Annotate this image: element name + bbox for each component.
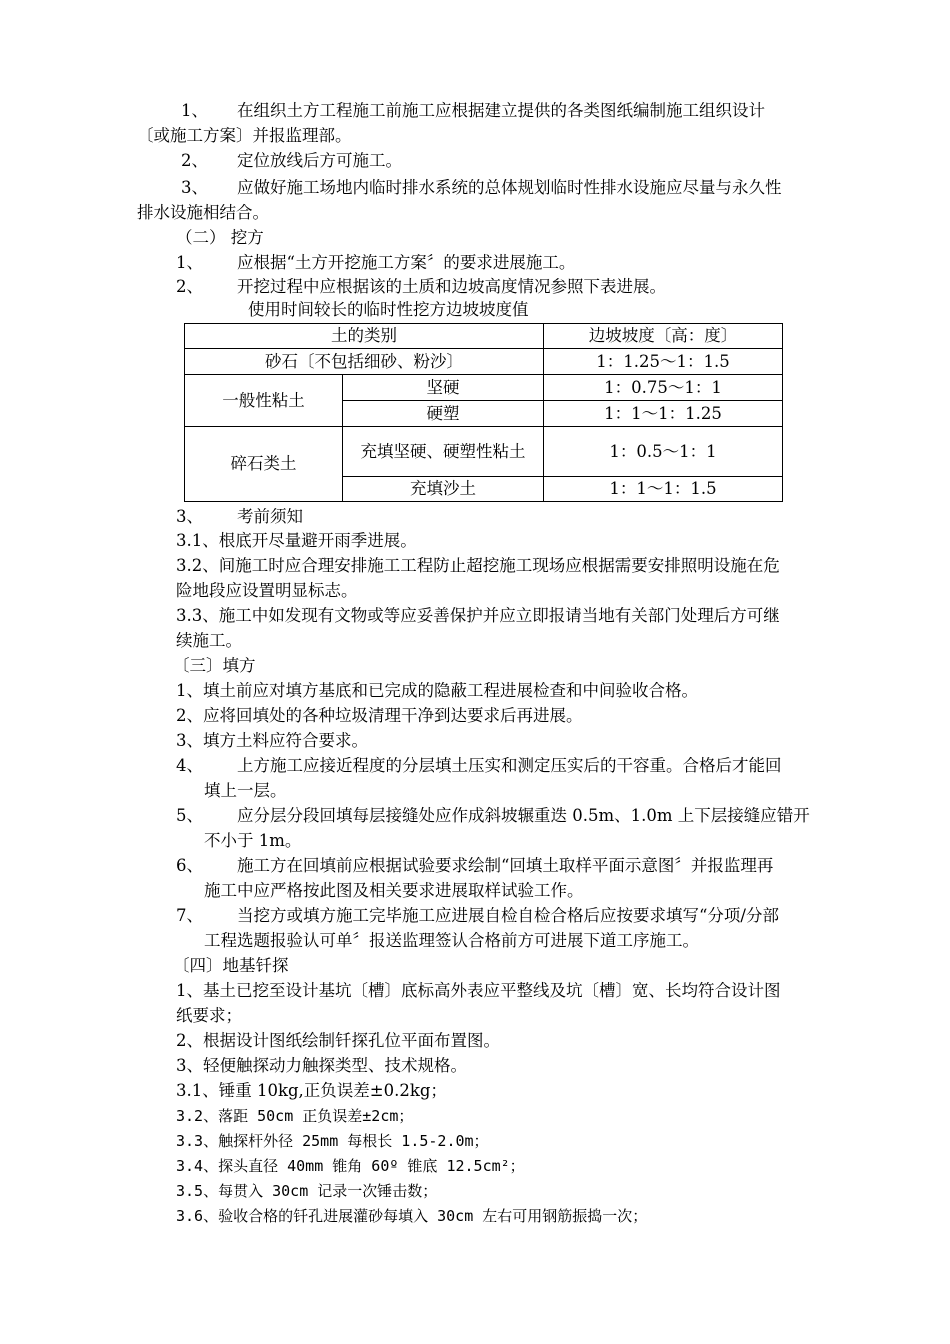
- cell-gravel-fill-sand-slope: 1：1～1：1.5: [544, 477, 783, 502]
- section-2-heading: （二） 挖方: [176, 228, 264, 247]
- cell-clay-hard-slope: 1：0.75～1：1: [544, 375, 783, 401]
- cell-sand-slope: 1：1.25～1：1.5: [544, 349, 783, 375]
- cell-clay-plastic: 硬塑: [343, 401, 544, 427]
- note-3-3: 3.3、施工中如发现有文物或等应妥善保护并应立即报请当地有关部门处理后方可继: [176, 606, 780, 625]
- note-3-2: 3.2、间施工时应合理安排施工工程防止超挖施工现场应根据需要安排照明设施在危: [176, 556, 780, 575]
- note-3-2-cont: 险地段应设置明显标志。: [176, 581, 358, 600]
- s4-sub-3-2: 3.2、落距 50cm 正负误差±2cm；: [176, 1107, 414, 1125]
- s4-item-3: 3、轻便触探动力触探类型、技术规格。: [176, 1056, 467, 1075]
- header-slope: 边坡坡度〔高：度〕: [544, 324, 783, 349]
- s3-item-5-number: 5、: [176, 806, 203, 825]
- s2-item-1-number: 1、: [176, 253, 203, 272]
- s3-item-4-text: 上方施工应接近程度的分层填土压实和测定压实后的干容重。合格后才能回: [237, 756, 782, 775]
- s3-item-4-text-cont: 填上一层。: [204, 781, 287, 800]
- slope-table: [184, 323, 783, 502]
- s2-item-2-number: 2、: [176, 277, 203, 296]
- intro-3-number: 3、: [181, 178, 208, 197]
- s4-sub-3-4: 3.4、探头直径 40mm 锥角 60º 锥底 12.5cm²；: [176, 1157, 525, 1175]
- cell-clay-group: 一般性粘土: [185, 375, 343, 427]
- s2-item-3-number: 3、: [176, 507, 203, 526]
- intro-1-text-cont: 〔或施工方案〕并报监理部。: [137, 126, 352, 145]
- s4-item-1: 1、基土已挖至设计基坑〔槽〕底标高外表应平整线及坑〔槽〕宽、长均符合设计图: [176, 981, 781, 1000]
- s4-item-1-cont: 纸要求；: [176, 1006, 242, 1025]
- s4-item-2: 2、根据设计图纸绘制钎探孔位平面布置图。: [176, 1031, 500, 1050]
- note-3-3-cont: 续施工。: [176, 631, 242, 650]
- s2-item-3-text: 考前须知: [237, 507, 303, 526]
- intro-2-number: 2、: [181, 151, 208, 170]
- intro-1-text: 在组织土方工程施工前施工应根据建立提供的各类图纸编制施工组织设计: [237, 101, 765, 120]
- s3-item-7-number: 7、: [176, 906, 203, 925]
- s3-item-1: 1、填土前应对填方基底和已完成的隐蔽工程进展检查和中间验收合格。: [176, 681, 698, 700]
- s3-item-7-text: 当挖方或填方施工完毕施工应进展自检自检合格后应按要求填写“分项/分部: [237, 906, 779, 925]
- cell-gravel-fill-sand: 充填沙土: [343, 477, 544, 502]
- note-3-1: 3.1、根底开尽量避开雨季进展。: [176, 531, 417, 550]
- s3-item-6-text-cont: 施工中应严格按此图及相关要求进展取样试验工作。: [204, 881, 584, 900]
- cell-gravel-group: 碎石类土: [185, 427, 343, 502]
- s3-item-4-number: 4、: [176, 756, 203, 775]
- s3-item-6-number: 6、: [176, 856, 203, 875]
- table-header-row: [185, 324, 783, 349]
- s3-item-6-text: 施工方在回填前应根据试验要求绘制“回填土取样平面示意图〞并报监理再: [237, 856, 774, 875]
- cell-clay-hard: 坚硬: [343, 375, 544, 401]
- table-caption: 使用时间较长的临时性挖方边坡坡度值: [248, 300, 529, 319]
- s3-item-5-text-cont: 不小于 1m。: [204, 831, 302, 850]
- s4-sub-3-1: 3.1、锤重 10kg,正负误差±0.2kg；: [176, 1081, 447, 1100]
- table-row: [185, 427, 783, 477]
- cell-sand-type: 砂石〔不包括细砂、粉沙〕: [185, 349, 544, 375]
- s3-item-3: 3、填方土料应符合要求。: [176, 731, 368, 750]
- header-soil-type: 土的类别: [185, 324, 544, 349]
- s2-item-2-text: 开挖过程中应根据该的土质和边坡高度情况参照下表进展。: [237, 277, 666, 296]
- s4-sub-3-5: 3.5、每贯入 30cm 记录一次锤击数；: [176, 1182, 438, 1200]
- cell-gravel-fill-hard-slope: 1：0.5～1：1: [544, 427, 783, 477]
- s2-item-1-text: 应根据“土方开挖施工方案〞的要求进展施工。: [237, 253, 576, 272]
- s3-item-5-text: 应分层分段回填每层接缝处应作成斜坡辗重迭 0.5m、1.0m 上下层接缝应错开: [237, 806, 810, 825]
- intro-3-text: 应做好施工场地内临时排水系统的总体规划临时性排水设施应尽量与永久性: [237, 178, 782, 197]
- table-row: [185, 375, 783, 401]
- table-row: [185, 349, 783, 375]
- section-4-heading: 〔四〕地基钎探: [173, 956, 289, 975]
- intro-3-text-cont: 排水设施相结合。: [137, 203, 269, 222]
- cell-clay-plastic-slope: 1：1～1：1.25: [544, 401, 783, 427]
- section-3-heading: 〔三〕填方: [173, 656, 256, 675]
- s4-sub-3-3: 3.3、触探杆外径 25mm 每根长 1.5-2.0m；: [176, 1132, 489, 1150]
- s3-item-2: 2、应将回填处的各种垃圾清理干净到达要求后再进展。: [176, 706, 583, 725]
- intro-1-number: 1、: [181, 101, 208, 120]
- intro-2-text: 定位放线后方可施工。: [237, 151, 402, 170]
- s3-item-7-text-cont: 工程选题报验认可单〞报送监理签认合格前方可进展下道工序施工。: [204, 931, 699, 950]
- s4-sub-3-6: 3.6、验收合格的钎孔进展灌砂每填入 30cm 左右可用钢筋振捣一次；: [176, 1207, 648, 1225]
- cell-gravel-fill-hard: 充填坚硬、硬塑性粘土: [343, 427, 544, 477]
